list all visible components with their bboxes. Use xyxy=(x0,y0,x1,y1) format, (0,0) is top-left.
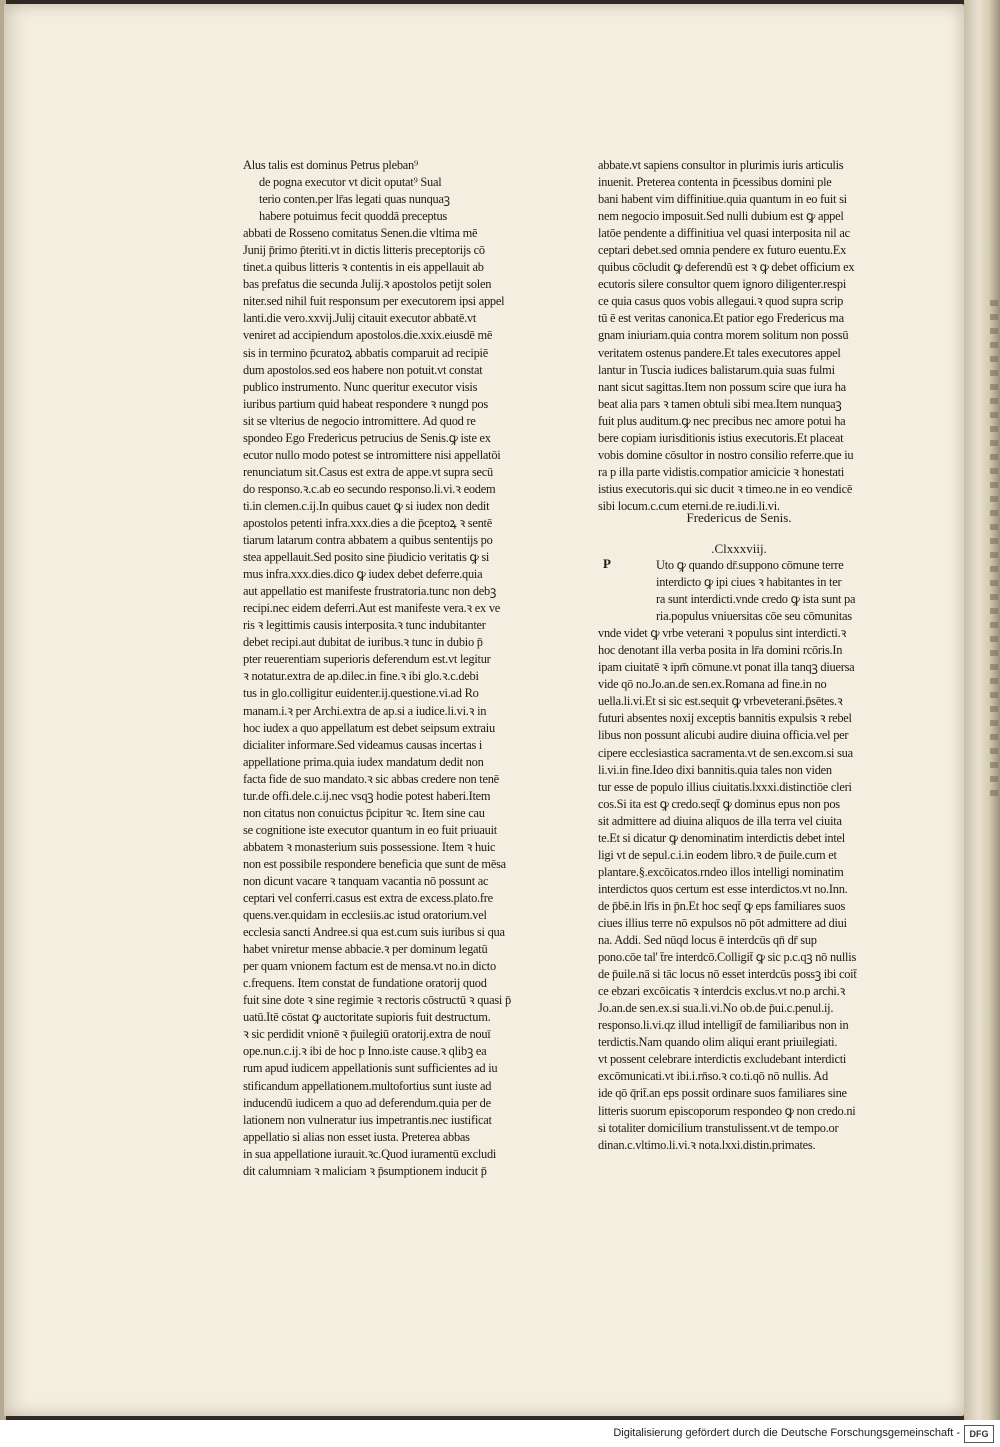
text-line: tur.de offi.dele.c.ij.nec vsqꝫ hodie potest haberi.Item xyxy=(243,788,491,803)
text-line: interdicto ꝙ ipi ciues ꝛ habitantes in ter xyxy=(656,575,842,590)
initial-letter: P xyxy=(603,556,611,571)
text-line: latōe pendente a diffinitiua vel quasi interposita nil ac xyxy=(598,226,850,241)
text-line: debet recipi.aut dubitat de iuribus.ꝛ tunc in dubio p̄ xyxy=(243,635,483,650)
text-line: vnde videt ꝙ vrbe veterani ꝛ populus sint interdicti.ꝛ xyxy=(598,626,847,641)
text-line: dicialiter informare.Sed videamus causas incertas i xyxy=(243,737,483,752)
text-line: interdictos quos certum est esse interdictos.vt no.Inn. xyxy=(598,881,848,896)
text-line: ide qō q̄rit̄.an eps possit ordinare suos familiares sine xyxy=(598,1086,847,1101)
text-line: veritatem ostenus pandere.Et tales executores appel xyxy=(598,345,841,360)
text-line: stificandum appellationem.multofortius sunt iuste ad xyxy=(243,1078,492,1093)
text-line: ecutoris silere consultor quem ignoro diligenter.respi xyxy=(598,277,847,292)
text-line: uatū.Itē cōstat ꝙ auctoritate supioris fuit destructum. xyxy=(243,1010,491,1025)
text-line: ti.in clemen.c.ij.In quibus cauet ꝙ si iudex non dedit xyxy=(243,498,490,513)
text-line: de pogna executor vt dicit oputat⁹ Sual xyxy=(259,175,442,190)
text-line: vt possent celebrare interdictis excludebant interdicti xyxy=(598,1052,847,1067)
text-line: uella.li.vi.Et si sic est.sequit ꝙ vrbeveterani.p̄sētes.ꝛ xyxy=(598,694,843,709)
text-line: sit admittere ad diuina aliquos de illa terra vel ciuita xyxy=(598,813,842,828)
text-line: sis in termino p̄curatoꝝ abbatis comparuit ad recipiē xyxy=(243,345,488,360)
footer-bar xyxy=(0,1420,1000,1447)
text-line: appellatio si alias non esset iusta. Preterea abbas xyxy=(243,1129,470,1144)
text-line: tur esse de populo illius ciuitatis.lxxxi.distinctiōe cleri xyxy=(598,779,852,794)
marginalia-next-page xyxy=(990,300,998,800)
text-line: Jo.an.de sen.ex.si sua.li.vi.No ob.de p̄ui.c.penul.ij. xyxy=(598,1001,834,1016)
text-line: dinan.c.vltimo.li.vi.ꝛ nota.lxxi.distin.primates. xyxy=(598,1137,816,1152)
text-line: c.frequens. Item constat de fundatione oratorij quod xyxy=(243,976,487,991)
text-line: stea appellauit.Sed posito sine p̄iudicio veritatis ꝙ si xyxy=(243,550,490,565)
text-line: vide qō no.Jo.an.de sen.ex.Romana ad fine.in no xyxy=(598,677,827,692)
right-text-column-top xyxy=(598,157,880,515)
text-line: apostolos petenti infra.xxx.dies a die p̄ceptoꝝ ꝛ sentē xyxy=(243,515,492,530)
text-line: ra sunt interdicti.vnde credo ꝙ ista sunt pa xyxy=(656,592,856,607)
text-line: ceptari debet.sed omnia pendere ex futuro euentu.Ex xyxy=(598,243,847,258)
text-line: bani habent vim diffinitiue.quia quantum in eo fuit si xyxy=(598,192,847,207)
text-line: Junij p̄rimo p̄teriti.vt in dictis litteris preceptorijs cō xyxy=(243,243,485,258)
text-line: non citatus non conuictus p̄cipitur ꝛc. Item sine cau xyxy=(243,805,485,820)
text-line: manam.i.ꝛ per Archi.extra de ap.si a iudice.li.vi.ꝛ in xyxy=(243,703,487,718)
text-line: terdictis.Nam quando olim aliqui erant priuilegiati. xyxy=(598,1035,838,1050)
text-line: bere copiam iurisditionis istius executoris.Et placeat xyxy=(598,430,844,445)
text-line: li.vi.in fine.Ideo dixi bannitis.quia tales non viden xyxy=(598,762,832,777)
text-line: istius executoris.qui sic ducit ꝛ timeo.ne in eo vendicē xyxy=(598,481,853,496)
text-line: plantare.§.excōicatos.rndeo illos intelligi nominatim xyxy=(598,864,844,879)
text-line: ce quia casus quos vobis allegaui.ꝛ quod supra scrip xyxy=(598,294,844,309)
text-line: beat alia pars ꝛ tamen obtuli sibi mea.Item nunquaꝫ xyxy=(598,396,842,411)
text-line: excōmunicati.vt ibi.i.rn̄so.ꝛ co.ti.qō nō nullis. Ad xyxy=(598,1069,828,1084)
text-line: in sua appellatione iurauit.ꝛc.Quod iuramentū excludi xyxy=(243,1146,497,1161)
text-line: ecutor nullo modo potest se intromittere nisi appellatōi xyxy=(243,447,501,462)
text-line: publico instrumento. Nunc queritur executor visis xyxy=(243,379,478,394)
text-line: lantur in Tuscia iudices balistarum.quia suas fulmi xyxy=(598,362,835,377)
text-line: ciues illius terre nō expulsos nō pōt admittere ad diui xyxy=(598,915,847,930)
text-line: facta fide de suo mandato.ꝛ sic abbas credere non tenē xyxy=(243,771,499,786)
text-line: vobis domine cōsultor in nostro consilio referre.que iu xyxy=(598,447,854,462)
text-line: Alus talis est dominus Petrus pleban⁹ xyxy=(243,158,419,172)
text-line: abbate.vt sapiens consultor in plurimis iuris articulis xyxy=(598,158,844,172)
text-line: ꝛ notatur.extra de ap.dilec.in fine.ꝛ ibi glo.ꝛ.c.debi xyxy=(243,669,479,684)
text-line: aut appellatio est manifeste frustratoria.tunc non debꝫ xyxy=(243,584,497,599)
section-heading-number: .Clxxxviij. xyxy=(711,541,767,556)
text-line: iuribus partium quid habeat respondere ꝛ nungd pos xyxy=(243,396,488,411)
text-line: lanti.die vero.xxvij.Julij citauit executor abbatē.vt xyxy=(243,311,477,326)
text-line: ceptari vel conferri.casus est extra de excess.plato.fre xyxy=(243,891,493,906)
text-line: do responso.ꝛ.c.ab eo secundo responso.li.vi.ꝛ eodem xyxy=(243,481,496,496)
text-line: ipam ciuitatē ꝛ ipm̄ cōmune.vt ponat illa tanqꝫ diuersa xyxy=(598,660,855,675)
text-line: futuri absentes noxij exceptis bannitis expulsis ꝛ rebel xyxy=(598,711,852,726)
text-line: te.Et si dicatur ꝙ denominatim interdictis debet intel xyxy=(598,830,845,845)
text-line: nant sicut sagittas.Item non possum scire que iura ha xyxy=(598,379,846,394)
text-line: non dicunt vacare ꝛ tanquam vacantia nō possunt ac xyxy=(243,873,489,888)
text-line: pter reuerentiam superioris deferendum est.vt legitur xyxy=(243,652,491,667)
text-line: litteris suorum episcoporum respondeo ꝙ non credo.ni xyxy=(598,1103,856,1118)
text-line: ecclesia sancti Andree.si qua est.cum suis iuribus si qua xyxy=(243,925,505,940)
text-line: tus in glo.colligitur euidenter.ij.questione.vi.ad Ro xyxy=(243,686,479,701)
text-line: responso.li.vi.qz illud intelligit̄ de familiaribus non in xyxy=(598,1018,849,1033)
section-heading-name: Fredericus de Senis. xyxy=(686,510,792,525)
text-line: tinet.a quibus litteris ꝛ contentis in eis appellauit ab xyxy=(243,260,484,275)
dfg-logo: DFG xyxy=(964,1425,994,1443)
text-line: hoc denotant illa verba posita in lr̄a domini rcōris.In xyxy=(598,643,843,658)
text-line: tiarum latarum contra abbatem a quibus sententijs po xyxy=(243,533,493,548)
text-line: cipere ecclesiastica sacramenta.vt de sen.excom.si sua xyxy=(598,745,853,760)
text-line: abbatem ꝛ monasterium suis possessione. Item ꝛ huic xyxy=(243,839,496,854)
text-line: gnam iniuriam.quia contra morem solitum non possū xyxy=(598,328,849,343)
text-line: habet vniretur mense abbacie.ꝛ per dominum legatū xyxy=(243,942,488,957)
left-text-column xyxy=(243,157,523,1180)
text-line: per quam vnionem factum est de mensa.vt no.in dicto xyxy=(243,959,496,974)
text-line: spondeo Ego Fredericus petrucius de Senis.ꝙ iste ex xyxy=(243,430,491,445)
text-line: ra p illa parte vidistis.compatior amicicie ꝛ honestati xyxy=(598,464,845,479)
text-line: terio conten.per lr̄as legati quas nunquaꝫ xyxy=(259,192,450,207)
text-line: ria.populus vniuersitas cōe seu cōmunitas xyxy=(656,609,852,624)
text-line: rum apud iudicem appellationis sunt sufficientes ad iu xyxy=(243,1061,498,1076)
text-line: Uto ꝙ quando dr̄.suppono cōmune terre xyxy=(656,558,844,572)
text-line: appellatione prima.quia iudex mandatum dedit non xyxy=(243,754,484,769)
text-line: hoc iudex a quo appellatum est debet seipsum extraiu xyxy=(243,720,495,735)
text-line: libus non possunt alicubi audire diuina officia.vel per xyxy=(598,728,849,743)
text-line: inducendū iudicem a quo ad deferendum.quia per de xyxy=(243,1095,491,1110)
text-line: se cognitione iste executor quantum in eo fuit priuauit xyxy=(243,822,497,837)
text-line: ligi vt de sepul.c.i.in eodem libro.ꝛ de p̄uile.cum et xyxy=(598,847,837,862)
text-line: recipi.nec eidem deferri.Aut est manifeste vera.ꝛ ex ve xyxy=(243,601,501,616)
text-line: de p̄uile.nā si tāc locus nō esset interdcūs possꝫ ibi coit̄ xyxy=(598,967,857,982)
text-line: na. Addi. Sed nūqd locus ē interdcūs qn̄ dr̄ sup xyxy=(598,933,817,948)
text-line: ope.nun.c.ij.ꝛ ibi de hoc p Inno.iste cause.ꝛ qlibꝫ ea xyxy=(243,1044,487,1059)
text-line: fuit sine dote ꝛ sine regimie ꝛ rectoris cōstructū ꝛ quasi p̄ xyxy=(243,993,511,1008)
text-line: nem negocio imposuit.Sed nulli dubium est ꝙ appel xyxy=(598,209,844,224)
text-line: lationem non vulneratur ius impetrantis.nec iustificat xyxy=(243,1112,492,1127)
text-line: quibus cōcludit ꝙ deferendū est ꝛ ꝙ debet officium ex xyxy=(598,260,855,275)
text-line: si totaliter domicilium transtulissent.vt de tempo.or xyxy=(598,1120,839,1135)
text-line: pono.cōe tal' t̄re interdcō.Colligit̄ ꝙ sic p.c.qꝫ nō nullis xyxy=(598,950,857,965)
text-line: dum apostolos.sed eos habere non potuit.vt constat xyxy=(243,362,483,377)
text-line: cos.Si ita est ꝙ credo.seqt̄ ꝙ dominus epus non pos xyxy=(598,796,840,811)
text-line: tū ē est veritas canonica.Et patior ego Fredericus ma xyxy=(598,311,844,326)
text-line: non est possibile respondere beneficia que sunt de mēsa xyxy=(243,856,506,871)
text-line: inuenit. Preterea contenta in p̄cessibus domini ple xyxy=(598,175,832,190)
text-line: sit se vlterius de negocio intromittere. Ad quod re xyxy=(243,413,476,428)
text-line: mus infra.xxx.dies.dico ꝙ iudex debet deferre.quia xyxy=(243,567,483,582)
text-line: veniret ad accipiendum apostolos.die.xxix.eiusdē mē xyxy=(243,328,493,343)
text-line: de p̄bē.in lr̄is in p̄n.Et hoc seqt̄ ꝙ eps familiares suos xyxy=(598,898,846,913)
text-line: ꝛ sic perdidit vnionē ꝛ p̄uilegiū oratorij.extra de nouī xyxy=(243,1027,491,1042)
text-line: habere potuimus fecit quoddā preceptus xyxy=(259,209,447,224)
text-line: ris ꝛ legittimis causis interposita.ꝛ tunc indubitanter xyxy=(243,618,486,633)
text-line: fuit plus auditum.ꝙ nec precibus nec amore potui ha xyxy=(598,413,846,428)
text-line: bas prefatus die secunda Julij.ꝛ apostolos petijt solen xyxy=(243,277,492,292)
right-text-column-bottom xyxy=(598,557,880,1154)
text-line: niter.sed nihil fuit responsum per executorem ipsi appel xyxy=(243,294,505,309)
text-line: abbati de Rosseno comitatus Senen.die vltima mē xyxy=(243,226,478,241)
text-line: quens.ver.quidam in ecclesiis.ac istud oratorium.vel xyxy=(243,908,487,923)
text-line: dit calumniam ꝛ maliciam ꝛ p̄sumptionem inducit p̄ xyxy=(243,1163,487,1178)
footer-credit-text: Digitalisierung gefördert durch die Deutsche Forschungsgemeinschaft - xyxy=(613,1427,960,1439)
text-line: sibi locum.c.cum eterni.de re.iudi.li.vi. xyxy=(598,498,780,513)
text-line: ce ebzari excōicatis ꝛ interdcis exclus.vt no.p archi.ꝛ xyxy=(598,984,846,999)
text-line: renunciatum sit.Casus est extra de appe.vt supra secū xyxy=(243,464,493,479)
